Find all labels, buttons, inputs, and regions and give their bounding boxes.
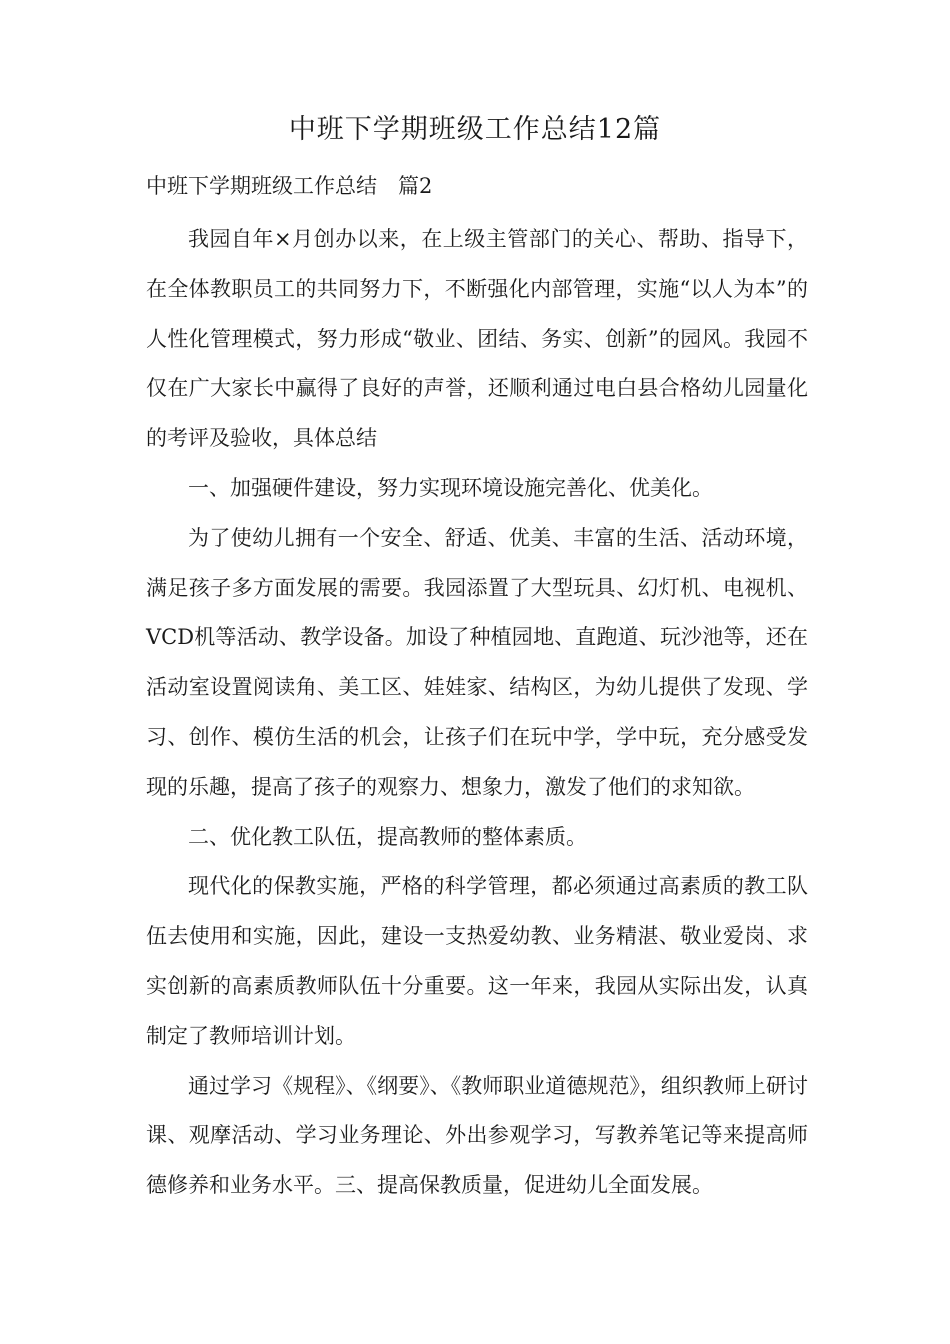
paragraph-section-1-heading: 一、加强硬件建设，努力实现环境设施完善化、优美化。 (188, 475, 713, 500)
paragraph-training: 通过学习《规程》、《纲要》、《教师职业道德规范》，组织教师上研讨课、观摩活动、学习业务理论、外出参观学习，写教养笔记等来提高师德修养和业务水平。三、提高保教质量，促进幼儿全面发展。 (146, 1073, 808, 1198)
paragraph-section-2-heading: 二、优化教工队伍，提高教师的整体素质。 (188, 824, 587, 849)
document-body (146, 215, 808, 1211)
document-title: 中班下学期班级工作总结12篇 (288, 114, 662, 145)
paragraph-hardware: 为了使幼儿拥有一个安全、舒适、优美、丰富的生活、活动环境，满足孩子多方面发展的需要。我园添置了大型玩具、幻灯机、电视机、VCD机等活动、教学设备。加设了种植园地、直跑道、玩沙池等，还在活动室设置阅读角、美工区、娃娃家、结构区，为幼儿提供了发现、学习、创作、模仿生活的机会，让孩子们在玩中学，学中玩，充分感受发现的乐趣，提高了孩子的观察力、想象力，激发了他们的求知欲。 (146, 525, 808, 799)
section-heading: 中班下学期班级工作总结 篇2 (146, 174, 433, 198)
paragraph-intro: 我园自年×月创办以来，在上级主管部门的关心、帮助、指导下，在全体教职员工的共同努力下，不断强化内部管理，实施“以人为本”的人性化管理模式，努力形成“敬业、团结、务实、创新”的园风。我园不仅在广大家长中赢得了良好的声誉，还顺利通过电白县合格幼儿园量化的考评及验收，具体总结 (146, 227, 808, 451)
paragraph-staff: 现代化的保教实施，严格的科学管理，都必须通过高素质的教工队伍去使用和实施，因此，建设一支热爱幼教、业务精湛、敬业爱岗、求实创新的高素质教师队伍十分重要。这一年来，我园从实际出发，认真制定了教师培训计划。 (146, 874, 808, 1048)
